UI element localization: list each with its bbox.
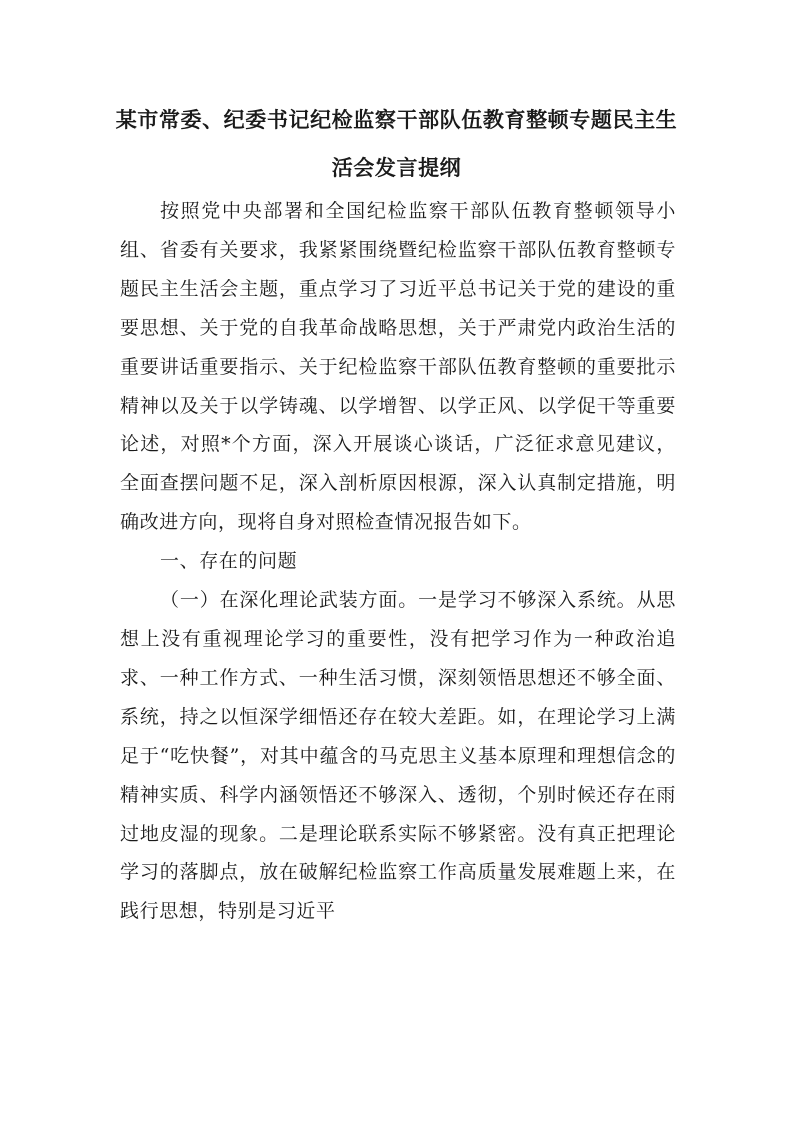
document-body: [120, 192, 676, 931]
section-heading-problems: 一、存在的问题: [160, 550, 298, 573]
document-title-line-2: 活会发言提纲: [331, 156, 462, 180]
paragraph-theory-armament: （一）在深化理论武装方面。一是学习不够深入系统。从思想上没有重视理论学习的重要性，没有把学习作为一种政治追求、一种工作方式、一种生活习惯，深刻领悟思想还不够全面、系统，持之以恒深学细悟还存在较大差距。如，在理论学习上满足于“吃快餐”，对其中蕴含的马克思主义基本原理和理想信念的精神实质、科学内涵领悟还不够深入、透彻，个别时候还存在雨过地皮湿的现象。二是理论联系实际不够紧密。没有真正把理论学习的落脚点，放在破解纪检监察工作高质量发展难题上来，在践行思想，特别是习近平: [120, 589, 676, 923]
document-title-line-1: 某市常委、纪委书记纪检监察干部队伍教育整顿专题民主生: [115, 108, 678, 132]
intro-paragraph: 按照党中央部署和全国纪检监察干部队伍教育整顿领导小组、省委有关要求，我紧紧围绕暨纪检监察干部队伍教育整顿专题民主生活会主题，重点学习了习近平总书记关于党的建设的重要思想、关于党的自我革命战略思想，关于严肃党内政治生活的重要讲话重要指示、关于纪检监察干部队伍教育整顿的重要批示精神以及关于以学铸魂、以学增智、以学正风、以学促干等重要论述，对照*个方面，深入开展谈心谈话，广泛征求意见建议，全面查摆问题不足，深入剖析原因根源，深入认真制定措施，明确改进方向，现将自身对照检查情况报告如下。: [120, 200, 676, 534]
